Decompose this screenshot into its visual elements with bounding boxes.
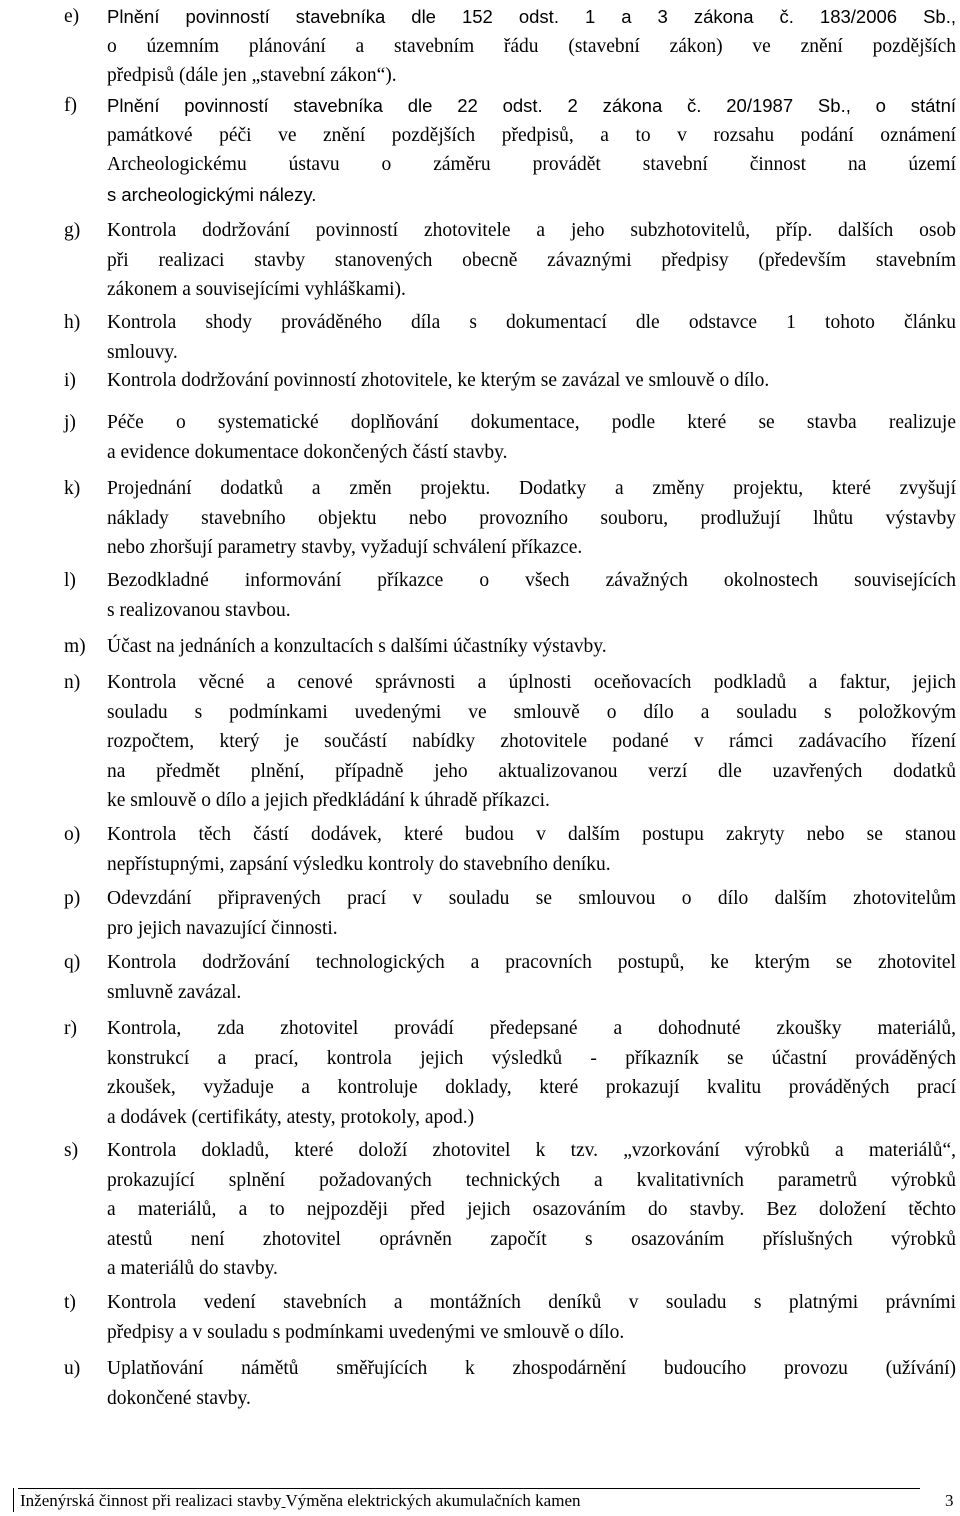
- list-item-line: Kontrola, zda zhotovitel provádí předepsané a dohodnuté zkoušky materiálů,: [107, 1018, 956, 1039]
- footer-title: Inženýrská činnost při realizaci stavby: [20, 1491, 282, 1510]
- list-item-line: Plnění povinností stavebníka dle 22 odst. 2 zákona č. 20/1987 Sb., o státní: [107, 95, 956, 116]
- footer-rule: [18, 1488, 920, 1489]
- list-item-line: a materiálů do stavby.: [107, 1258, 278, 1279]
- list-item-line: a materiálů, a to nejpozději před jejich osazováním do stavby. Bez doložení těchto: [107, 1199, 956, 1220]
- list-item-label: s): [64, 1140, 79, 1161]
- list-item-label: u): [64, 1358, 81, 1379]
- list-item-line: Kontrola shody prováděného díla s dokumentací dle odstavce 1 tohoto článku: [107, 312, 956, 333]
- list-item-label: m): [64, 636, 86, 657]
- list-item-label: p): [64, 888, 81, 909]
- list-item-line: Bezodkladné informování příkazce o všech závažných okolnostech souvisejících: [107, 570, 956, 591]
- list-item-line: zákonem a souvisejícími vyhláškami).: [107, 279, 406, 300]
- list-item-line: Účast na jednáních a konzultacích s dalšími účastníky výstavby.: [107, 636, 607, 657]
- list-item-line: dokončené stavby.: [107, 1387, 251, 1409]
- list-item-line: pro jejich navazující činnosti.: [107, 917, 338, 939]
- page-number: 3: [945, 1491, 954, 1510]
- list-item-line: Kontrola dodržování povinností zhotovitele, ke kterým se zavázal ve smlouvě o dílo.: [107, 370, 770, 391]
- list-item-label: o): [64, 824, 81, 845]
- list-item-line: náklady stavebního objektu nebo provozního souboru, prodlužují lhůtu výstavby: [107, 507, 956, 529]
- list-item-line: o územním plánování a stavebním řádu (stavební zákon) ve znění pozdějších: [107, 35, 956, 57]
- list-item-line: Kontrola dodržování povinností zhotovitele a jeho subzhotovitelů, příp. dalších osob: [107, 220, 956, 241]
- footer-text: [20, 1490, 581, 1512]
- list-item-line: Uplatňování námětů směřujících k zhospodárnění budoucího provozu (užívání): [107, 1358, 956, 1379]
- list-item-label: e): [64, 6, 80, 27]
- list-item-line: souladu s podmínkami uvedenými ve smlouvě o dílo a souladu s položkovým: [107, 701, 956, 723]
- list-item-line: předpisy a v souladu s podmínkami uvedenými ve smlouvě o dílo.: [107, 1321, 625, 1343]
- list-item-line: smluvně zavázal.: [107, 981, 242, 1003]
- list-item-label: j): [64, 412, 76, 433]
- list-item-line: nebo zhoršují parametry stavby, vyžadují schválení příkazce.: [107, 537, 583, 558]
- list-item-label: g): [64, 220, 81, 241]
- list-item-line: památkové péči ve znění pozdějších předpisů, a to v rozsahu podání oznámení: [107, 124, 956, 146]
- list-item-label: f): [64, 95, 77, 116]
- list-item-line: Péče o systematické doplňování dokumentace, podle které se stavba realizuje: [107, 412, 956, 433]
- list-item-line: na předmět plnění, případně jeho aktualizovanou verzí dle uzavřených dodatků: [107, 760, 956, 782]
- list-item-line: nepřístupnými, zapsání výsledku kontroly do stavebního deníku.: [107, 853, 611, 875]
- list-item-line: a evidence dokumentace dokončených částí stavby.: [107, 441, 508, 463]
- list-item-line: zkoušek, vyžaduje a kontroluje doklady, které prokazují kvalitu prováděných prací: [107, 1077, 956, 1098]
- list-item-line: Projednání dodatků a změn projektu. Dodatky a změny projektu, které zvyšují: [107, 478, 956, 499]
- list-item-line: Kontrola dokladů, které doloží zhotovitel k tzv. „vzorkování výrobků a materiálů“,: [107, 1140, 956, 1161]
- list-item-line: Archeologickému ústavu o záměru provádět stavební činnost na území: [107, 154, 956, 175]
- list-item-label: q): [64, 952, 81, 973]
- list-item-line: smlouvy.: [107, 341, 178, 363]
- list-item-line: předpisů (dále jen „stavební zákon“).: [107, 65, 397, 86]
- list-item-line: rozpočtem, který je součástí nabídky zhotovitele podané v rámci zadávacího řízení: [107, 731, 956, 752]
- list-item-label: i): [64, 370, 76, 391]
- list-item-line: Kontrola věcné a cenové správnosti a úplnosti oceňovacích podkladů a faktur, jejich: [107, 672, 956, 693]
- list-item-line: prokazující splnění požadovaných technických a kvalitativních parametrů výrobků: [107, 1169, 956, 1191]
- list-item-line: ke smlouvě o dílo a jejich předkládání k úhradě příkazci.: [107, 790, 550, 811]
- list-item-line: při realizaci stavby stanovených obecně závaznými předpisy (především stavebním: [107, 249, 956, 271]
- list-item-line: s archeologickými nálezy.: [107, 183, 317, 205]
- list-item-label: t): [64, 1292, 76, 1313]
- list-item-line: a dodávek (certifikáty, atesty, protokoly, apod.): [107, 1106, 475, 1128]
- footer-subtitle: Výměna elektrických akumulačních kamen: [285, 1491, 581, 1510]
- list-item-line: Kontrola dodržování technologických a pracovních postupů, ke kterým se zhotovitel: [107, 952, 956, 973]
- list-item-line: Plnění povinností stavebníka dle 152 odst. 1 a 3 zákona č. 183/2006 Sb.,: [107, 6, 956, 27]
- list-item-line: konstrukcí a prací, kontrola jejich výsledků - příkazník se účastní prováděných: [107, 1047, 956, 1069]
- list-item-line: atestů není zhotovitel oprávněn započít s osazováním příslušných výrobků: [107, 1228, 956, 1250]
- list-item-label: k): [64, 478, 81, 499]
- list-item-label: n): [64, 672, 81, 693]
- list-item-line: s realizovanou stavbou.: [107, 599, 291, 621]
- list-item-line: Odevzdání připravených prací v souladu se smlouvou o dílo dalším zhotovitelům: [107, 888, 956, 909]
- footer-left-rule: [13, 1488, 14, 1512]
- list-item-label: l): [64, 570, 76, 591]
- list-item-line: Kontrola těch částí dodávek, které budou v dalším postupu zakryty nebo se stanou: [107, 824, 956, 845]
- list-item-label: r): [64, 1018, 77, 1039]
- list-item-label: h): [64, 312, 81, 333]
- list-item-line: Kontrola vedení stavebních a montážních deníků v souladu s platnými právními: [107, 1292, 956, 1313]
